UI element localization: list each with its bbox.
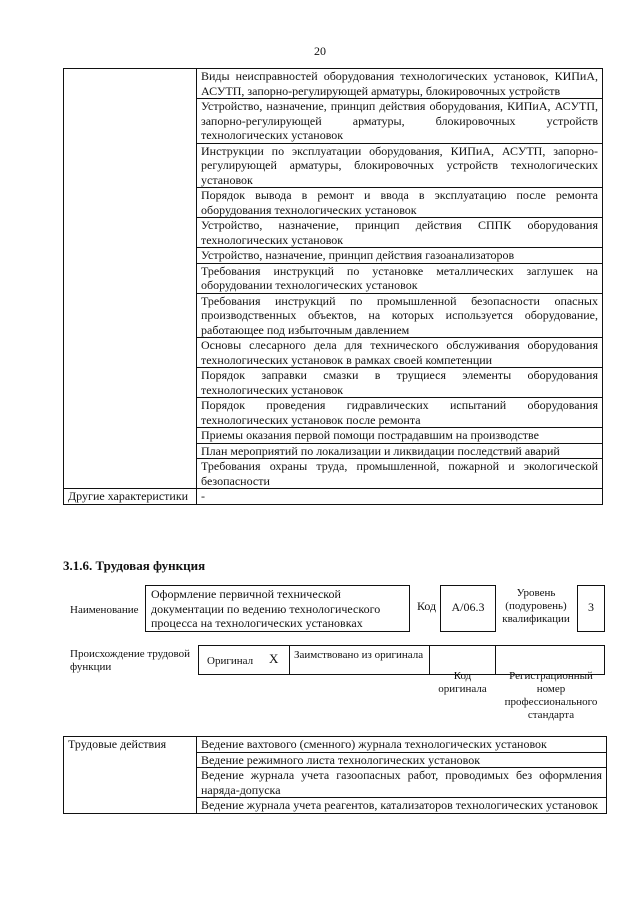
function-name: Оформление первичной технической документации по ведению технологического процесса на технологических установках [151, 587, 381, 630]
code-value: А/06.3 [451, 600, 485, 614]
actions-table [63, 736, 607, 814]
knowledge-item: Виды неисправностей оборудования технологических установок, КИПиА, АСУТП, запорно-регулирующей арматуры, блокировочных устройств [197, 69, 603, 99]
knowledge-item: Требования охраны труда, промышленной, пожарной и экологической безопасности [197, 459, 603, 489]
other-characteristics-value: - [197, 489, 603, 505]
original-label: Оригинал [207, 655, 254, 667]
knowledge-item: Порядок заправки смазки в трущиеся элементы оборудования технологических установок [197, 368, 603, 398]
table-row [64, 737, 607, 753]
section-title: 3.1.6. Трудовая функция [63, 558, 206, 573]
other-characteristics-label: Другие характеристики [64, 489, 197, 505]
knowledge-item: Приемы оказания первой помощи пострадавшим на производстве [197, 428, 603, 444]
knowledge-item: Порядок проведения гидравлических испытаний оборудования технологических установок после ремонта [197, 398, 603, 428]
origin-label: Происхождение трудовой функции [70, 648, 191, 673]
knowledge-table [63, 68, 603, 505]
actions-label: Трудовые действия [64, 737, 197, 814]
knowledge-item: Устройство, назначение, принцип действия оборудования, КИПиА, АСУТП, запорно-регулирующей арматуры, блокировочных устройств технологических установок [197, 99, 603, 144]
original-box [198, 645, 290, 675]
knowledge-item: План мероприятий по локализации и ликвидации последствий аварий [197, 443, 603, 459]
origin-code-caption: Код оригинала [438, 670, 487, 695]
table-row [64, 69, 603, 99]
knowledge-item: Требования инструкций по установке металлических заглушек на оборудовании технологических установок [197, 263, 603, 293]
page-number: 20 [314, 44, 326, 58]
borrowed-box [289, 645, 430, 675]
action-item: Ведение журнала учета газоопасных работ, проводимых без оформления наряда-допуска [197, 768, 607, 798]
knowledge-item: Основы слесарного дела для технического обслуживания оборудования технологических установок в рамках своей компетенции [197, 338, 603, 368]
code-label: Код [417, 599, 437, 613]
action-item: Ведение вахтового (сменного) журнала технологических установок [197, 737, 607, 753]
knowledge-label-cell [64, 69, 197, 489]
origin-reg-caption: Регистрационный номер профессионального стандарта [504, 670, 598, 721]
knowledge-item: Требования инструкций по промышленной безопасности опасных производственных объектов, на которых используется оборудование, работающее под избыточным давлением [197, 293, 603, 338]
original-mark: X [269, 651, 279, 666]
level-value: 3 [588, 600, 594, 614]
knowledge-item: Устройство, назначение, принцип действия газоанализаторов [197, 248, 603, 264]
table-row [64, 489, 603, 505]
knowledge-item: Порядок вывода в ремонт и ввода в эксплуатацию после ремонта оборудования технологических установок [197, 188, 603, 218]
borrowed-label: Заимствовано из оригинала [294, 649, 424, 661]
name-label: Наименование [70, 604, 139, 616]
action-item: Ведение режимного листа технологических установок [197, 752, 607, 768]
function-name-box [145, 585, 410, 632]
level-label: Уровень (подуровень) квалификации [502, 587, 570, 625]
level-value-box [577, 585, 605, 632]
knowledge-item: Устройство, назначение, принцип действия СППК оборудования технологических установок [197, 218, 603, 248]
code-value-box [440, 585, 496, 632]
knowledge-item: Инструкции по эксплуатации оборудования, КИПиА, АСУТП, запорно-регулирующей арматуры, блокировочных устройств технологических установок [197, 143, 603, 188]
action-item: Ведение журнала учета реагентов, катализаторов технологических установок [197, 798, 607, 814]
